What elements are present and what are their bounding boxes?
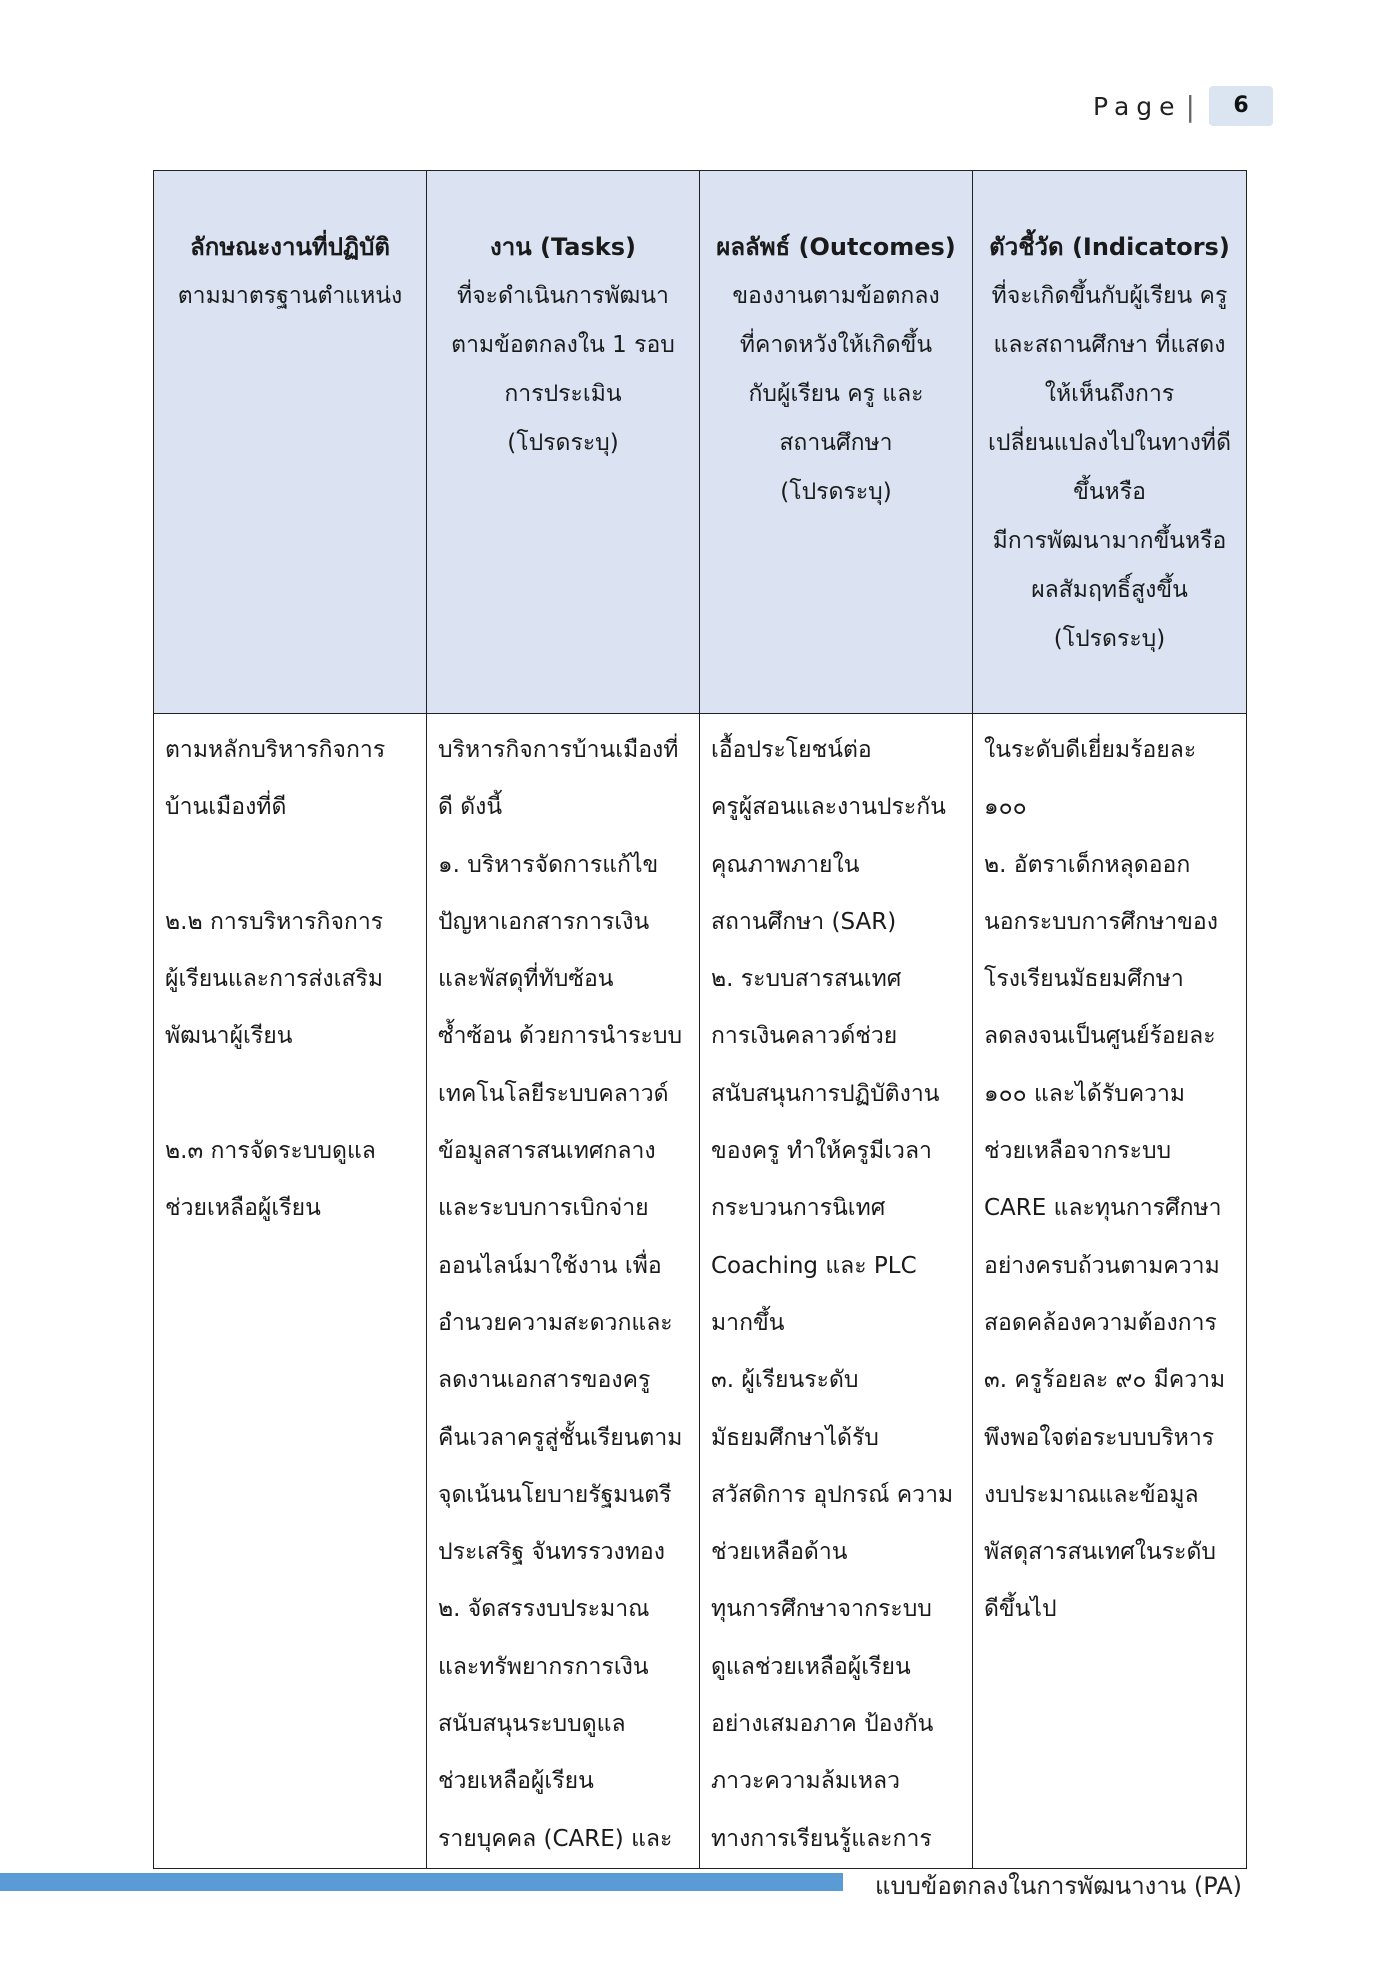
- header-duty-characteristics: [154, 171, 427, 714]
- page-number-header: [1093, 86, 1273, 126]
- page-number: 6: [1209, 86, 1273, 126]
- cell-indicators: ในระดับดีเยี่ยมร้อยละ ๑๐๐ ๒. อัตราเด็กหลุดออก นอกระบบการศึกษาของ โรงเรียนมัธยมศึกษา ลดลงจนเป็นศูนย์ร้อยละ ๑๐๐ และได้รับความ ช่วยเหลือจากระบบ CARE และทุนการศึกษา อย่างครบถ้วนตามความ สอดคล้องความต้องการ ๓. ครูร้อยละ ๙๐ มีความ พึงพอใจต่อระบบบริหาร งบประมาณและข้อมูล พัสดุสารสนเทศในระดับ ดีขึ้นไป: [973, 714, 1247, 1869]
- page-label: Page: [1093, 91, 1182, 121]
- header-subtitle: ที่จะเกิดขึ้นกับผู้เรียน ครู และสถานศึกษา ที่แสดง ให้เห็นถึงการ เปลี่ยนแปลงไปในทางที่ดี ขึ้นหรือ มีการพัฒนามากขึ้นหรือ ผลสัมฤทธิ์สูงขึ้น (โปรดระบุ): [987, 283, 1232, 652]
- header-subtitle: ของงานตามข้อตกลง ที่คาดหวังให้เกิดขึ้น กับผู้เรียน ครู และ สถานศึกษา (โปรดระบุ): [732, 283, 940, 505]
- table-row: [154, 714, 1247, 1869]
- cell-tasks: บริหารกิจการบ้านเมืองที่ ดี ดังนี้ ๑. บริหารจัดการแก้ไข ปัญหาเอกสารการเงิน และพัสดุที่ทับซ้อน ซ้ำซ้อน ด้วยการนำระบบ เทคโนโลยีระบบคลาวด์ ข้อมูลสารสนเทศกลาง และระบบการเบิกจ่าย ออนไลน์มาใช้งาน เพื่อ อำนวยความสะดวกและ ลดงานเอกสารของครู คืนเวลาครูสู่ชั้นเรียนตาม จุดเน้นนโยบายรัฐมนตรี ประเสริฐ จันทรรวงทอง ๒. จัดสรรงบประมาณ และทรัพยากรการเงิน สนับสนุนระบบดูแล ช่วยเหลือผู้เรียน รายบุคคล (CARE) และ: [427, 714, 700, 1869]
- cell-duty-characteristics: ตามหลักบริหารกิจการ บ้านเมืองที่ดี ๒.๒ การบริหารกิจการ ผู้เรียนและการส่งเสริม พัฒนาผู้เรียน ๒.๓ การจัดระบบดูแล ช่วยเหลือผู้เรียน: [154, 714, 427, 1869]
- header-outcomes: [700, 171, 973, 714]
- header-title: ตัวชี้วัด (Indicators): [989, 233, 1230, 261]
- footer-title: แบบข้อตกลงในการพัฒนางาน (PA): [874, 1872, 1242, 1900]
- header-title: ลักษณะงานที่ปฏิบัติ: [190, 233, 390, 261]
- table-header-row: [154, 171, 1247, 714]
- header-title: ผลลัพธ์ (Outcomes): [716, 233, 956, 261]
- pa-agreement-table: [153, 170, 1247, 1869]
- footer-accent-bar: [0, 1873, 843, 1891]
- header-subtitle: ที่จะดำเนินการพัฒนา ตามข้อตกลงใน 1 รอบ การประเมิน (โปรดระบุ): [451, 283, 675, 456]
- header-title: งาน (Tasks): [490, 233, 636, 261]
- page-separator: |: [1185, 89, 1195, 123]
- header-subtitle: ตามมาตรฐานตำแหน่ง: [177, 283, 403, 309]
- cell-outcomes: เอื้อประโยชน์ต่อ ครูผู้สอนและงานประกัน คุณภาพภายใน สถานศึกษา (SAR) ๒. ระบบสารสนเทศ การเงินคลาวด์ช่วย สนับสนุนการปฏิบัติงาน ของครู ทำให้ครูมีเวลา กระบวนการนิเทศ Coaching และ PLC มากขึ้น ๓. ผู้เรียนระดับ มัธยมศึกษาได้รับ สวัสดิการ อุปกรณ์ ความ ช่วยเหลือด้าน ทุนการศึกษาจากระบบ ดูแลช่วยเหลือผู้เรียน อย่างเสมอภาค ป้องกัน ภาวะความล้มเหลว ทางการเรียนรู้และการ: [700, 714, 973, 1869]
- header-indicators: [973, 171, 1247, 714]
- header-tasks: [427, 171, 700, 714]
